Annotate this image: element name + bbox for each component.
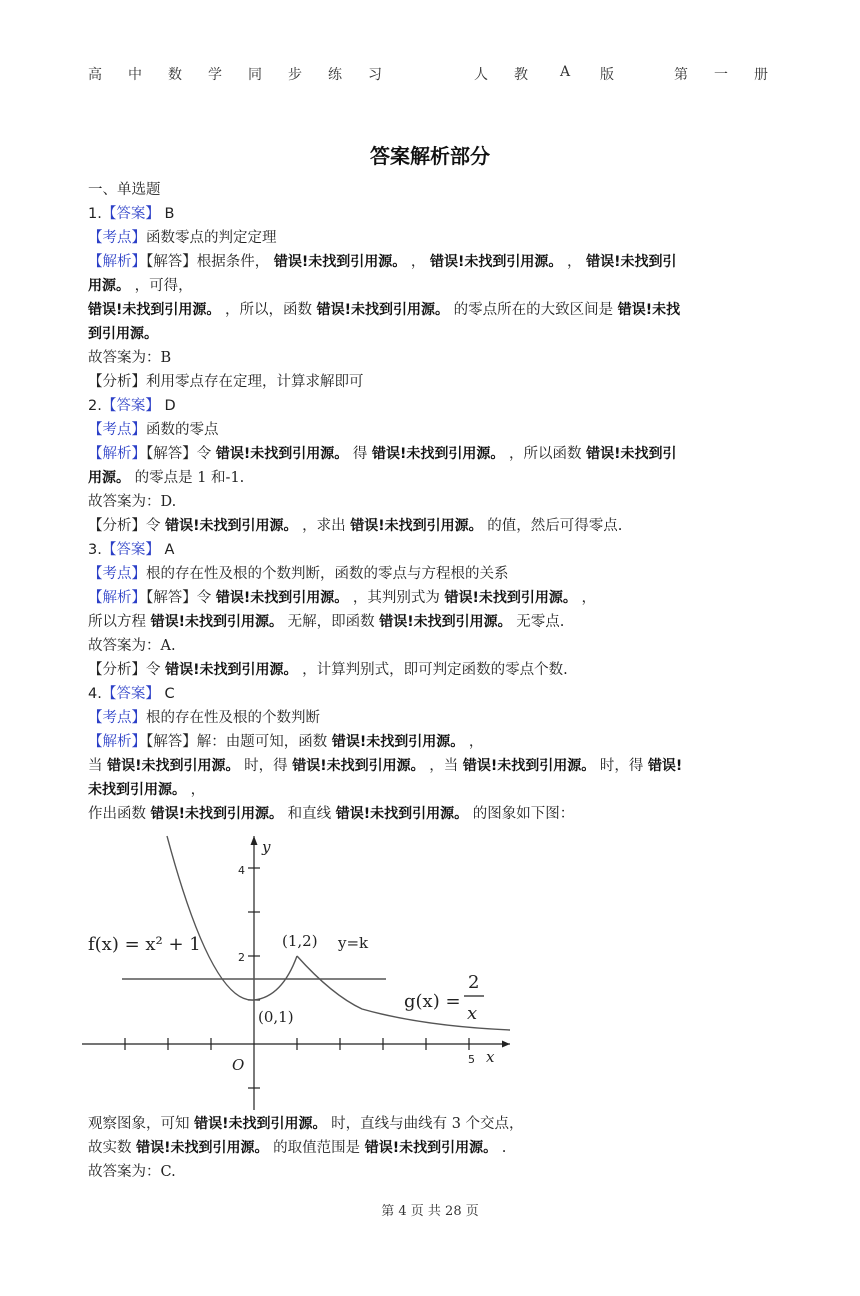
q1-text: 的零点所在的大致区间是: [453, 302, 614, 318]
q4-observe-line: [88, 1112, 774, 1136]
q4-solution-line: [88, 778, 774, 802]
error-ref: 错误!未找到引用源。: [331, 734, 465, 750]
q2-text: ，所以函数: [508, 446, 582, 462]
error-ref: 错误!未找到引用源。: [165, 662, 298, 678]
g-label-numerator: 2: [468, 972, 480, 993]
error-ref: 错误!未找到引用源。: [150, 614, 283, 630]
q4-text: 的图象如下图：: [472, 806, 575, 822]
q2-text: 令: [146, 518, 161, 534]
q2-solution-line: [88, 466, 774, 490]
jiexi-label: 【解析】: [88, 254, 146, 270]
q3-solution-line: [88, 610, 774, 634]
point-label: 【考点】: [88, 710, 146, 726]
q4-text: 时，得: [599, 758, 644, 774]
q1-text: ，所以，函数: [225, 302, 312, 318]
q4-text: ，当: [429, 758, 459, 774]
tick-label-y4: 4: [238, 864, 245, 877]
q1-text: ，可得，: [134, 278, 193, 294]
error-ref: 错误!未找到引用源。: [136, 1140, 269, 1156]
y-arrow-icon: [251, 836, 258, 845]
jieda-label: 【解答】: [146, 254, 197, 270]
q3-solution-line: [88, 586, 774, 610]
q2-text: 令: [196, 446, 212, 462]
q1-solution-line: [88, 322, 774, 346]
header-char: 同: [248, 67, 262, 83]
answer-label: 【答案】: [101, 398, 160, 414]
fenxi-label: 【分析】: [88, 518, 146, 534]
error-ref: 用源。: [88, 470, 130, 486]
error-ref: 错误!未找到引: [586, 446, 677, 462]
error-ref: 错误!未找到引用源。: [350, 518, 483, 534]
q1-analysis-line: [88, 370, 774, 394]
fenxi-label: 【分析】: [88, 662, 146, 678]
q4-text: 解：由题可知，函数: [196, 734, 328, 750]
error-ref: 错误!未找到引用源。: [215, 590, 349, 606]
q1-number: 1.: [88, 206, 102, 222]
y-axis-label: y: [262, 838, 271, 856]
q4-final: 故答案为：C.: [88, 1164, 176, 1180]
jiexi-label: 【解析】: [88, 734, 146, 750]
q3-text: ，计算判别式，即可判定函数的零点个数.: [302, 662, 568, 678]
header-char: A: [560, 64, 571, 80]
error-ref: 错误!未找到引用源。: [335, 806, 469, 822]
q4-number: 4.: [88, 686, 102, 702]
q1-solution-line: [88, 274, 774, 298]
error-ref: 未找到引用源。: [88, 782, 186, 798]
q2-solution-line: [88, 442, 774, 466]
q4-text: 和直线: [287, 806, 332, 822]
point-0-1-label: (0,1): [258, 1008, 294, 1026]
q2-text: 的值，然后可得零点.: [487, 518, 623, 534]
header-char: 教: [514, 67, 528, 83]
function-graph-figure: [88, 830, 774, 1112]
q1-point-line: [88, 226, 774, 250]
point-label: 【考点】: [88, 566, 146, 582]
error-ref: 错误!未找到引: [586, 254, 677, 270]
page-title: 答案解析部分: [370, 144, 490, 168]
q3-text: 无零点.: [516, 614, 565, 630]
header-char: 步: [288, 67, 302, 83]
q4-answer: C: [164, 686, 175, 702]
x-axis-label: x: [486, 1048, 495, 1066]
header-char: 第: [674, 67, 688, 83]
jieda-label: 【解答】: [146, 446, 197, 462]
point-label: 【考点】: [88, 422, 146, 438]
answer-label: 【答案】: [101, 206, 160, 222]
q2-text: ，求出: [302, 518, 346, 534]
error-ref: 错误!未找到引用源。: [215, 446, 349, 462]
q4-answer-line: [88, 682, 774, 706]
q2-text: 得: [352, 446, 368, 462]
q3-answer: A: [164, 542, 175, 558]
q4-point-line: [88, 706, 774, 730]
error-ref: 错误!未找到引用源。: [379, 614, 512, 630]
q4-text: 故实数: [88, 1140, 132, 1156]
error-ref: 错误!未找到引用源。: [194, 1116, 327, 1132]
header-char: 高: [88, 67, 102, 83]
q1-answer: B: [164, 206, 175, 222]
q1-text: ，: [566, 254, 582, 270]
q2-final: 故答案为：D.: [88, 494, 177, 510]
q1-solution-line: [88, 298, 774, 322]
q3-text: ，其判别式为: [352, 590, 440, 606]
g-label-denominator: x: [467, 1003, 478, 1024]
point-1-2-label: (1,2): [282, 932, 318, 950]
origin-label: O: [232, 1056, 245, 1074]
q3-text: 无解，即函数: [287, 614, 375, 630]
answer-label: 【答案】: [101, 542, 160, 558]
q2-answer-line: [88, 394, 774, 418]
jieda-label: 【解答】: [146, 590, 197, 606]
q3-final: 故答案为：A.: [88, 638, 176, 654]
q3-text: ，: [581, 590, 596, 606]
header-char: 册: [754, 67, 768, 83]
tick-label-y2: 2: [238, 951, 245, 964]
q4-text: 观察图象，可知: [88, 1116, 190, 1132]
q1-final: 故答案为：B: [88, 350, 172, 366]
answer-content: [88, 178, 774, 1184]
header-char: 一: [714, 67, 728, 83]
q2-point-line: [88, 418, 774, 442]
error-ref: 错误!未找到引用源。: [273, 254, 407, 270]
f-label: f(x) = x² + 1: [88, 934, 201, 955]
error-ref: 错误!未找到引用源。: [444, 590, 577, 606]
header-char: 数: [168, 67, 182, 83]
error-ref: 错误!未找到引用源。: [371, 446, 505, 462]
q2-answer: D: [164, 398, 176, 414]
q3-text: 令: [146, 662, 161, 678]
q4-text: 的取值范围是: [273, 1140, 361, 1156]
tick-label-x5: 5: [468, 1053, 475, 1066]
error-ref: 错误!未找到引用源。: [165, 518, 298, 534]
jiexi-label: 【解析】: [88, 446, 146, 462]
function-graph: [82, 830, 522, 1112]
q4-text: 当: [88, 758, 103, 774]
q1-answer-line: [88, 202, 774, 226]
q3-text: 令: [196, 590, 212, 606]
error-ref: 错误!未找到引用源。: [88, 302, 221, 318]
q4-text: ，: [190, 782, 206, 798]
fenxi-label: 【分析】: [88, 374, 146, 390]
q4-text: .: [501, 1140, 507, 1156]
point-label: 【考点】: [88, 230, 146, 246]
header-char: 人: [474, 67, 488, 83]
section-heading: 一、单选题: [88, 182, 161, 198]
q4-point: 根的存在性及根的个数判断: [146, 710, 320, 726]
error-ref: 到引用源。: [88, 326, 158, 342]
q4-text: 时，直线与曲线有 3 个交点，: [331, 1116, 524, 1132]
q1-point: 函数零点的判定定理: [146, 230, 277, 246]
q1-analysis: 利用零点存在定理，计算求解即可: [146, 374, 364, 390]
q4-solution-line: [88, 802, 774, 826]
error-ref: 错误!未找到引用源。: [364, 1140, 498, 1156]
header-char: 中: [128, 67, 142, 83]
q3-number: 3.: [88, 542, 102, 558]
f-curve: [167, 836, 297, 1000]
q3-analysis-line: [88, 658, 774, 682]
header-char: 练: [328, 67, 342, 83]
q2-number: 2.: [88, 398, 102, 414]
jieda-label: 【解答】: [146, 734, 197, 750]
q3-text: 所以方程: [88, 614, 146, 630]
error-ref: 错误!未找到引用源。: [462, 758, 596, 774]
answer-label: 【答案】: [101, 686, 160, 702]
error-ref: 错误!未找到引用源。: [316, 302, 449, 318]
q1-solution-line: [88, 250, 774, 274]
error-ref: 错误!未找到引用源。: [292, 758, 425, 774]
q4-text: 时，得: [244, 758, 288, 774]
header-char: 习: [368, 67, 382, 83]
q2-analysis-line: [88, 514, 774, 538]
header-char: 版: [600, 67, 614, 83]
yk-label: y=k: [338, 934, 369, 952]
g-label: g(x) =: [404, 991, 461, 1012]
q4-text: ，: [468, 734, 484, 750]
q3-answer-line: [88, 538, 774, 562]
error-ref: 错误!未找到引用源。: [107, 758, 240, 774]
page-footer: 第 4 页 共 28 页: [381, 1204, 479, 1219]
x-arrow-icon: [502, 1041, 510, 1048]
q2-point: 函数的零点: [146, 422, 219, 438]
q4-observe-line: [88, 1136, 774, 1160]
q4-text: 作出函数: [88, 806, 146, 822]
q4-solution-line: [88, 730, 774, 754]
q1-text: 根据条件，: [196, 254, 270, 270]
q1-text: ，: [410, 254, 426, 270]
q3-point-line: [88, 562, 774, 586]
header-char: 学: [208, 67, 222, 83]
error-ref: 错误!未找到引用源。: [150, 806, 283, 822]
error-ref: 错误!未找到引用源。: [429, 254, 563, 270]
jiexi-label: 【解析】: [88, 590, 146, 606]
error-ref: 用源。: [88, 278, 130, 294]
error-ref: 错误!: [647, 758, 683, 774]
error-ref: 错误!未找: [617, 302, 681, 318]
q3-point: 根的存在性及根的个数判断，函数的零点与方程根的关系: [146, 566, 509, 582]
q4-solution-line: [88, 754, 774, 778]
q2-text: 的零点是 1 和-1.: [134, 470, 245, 486]
